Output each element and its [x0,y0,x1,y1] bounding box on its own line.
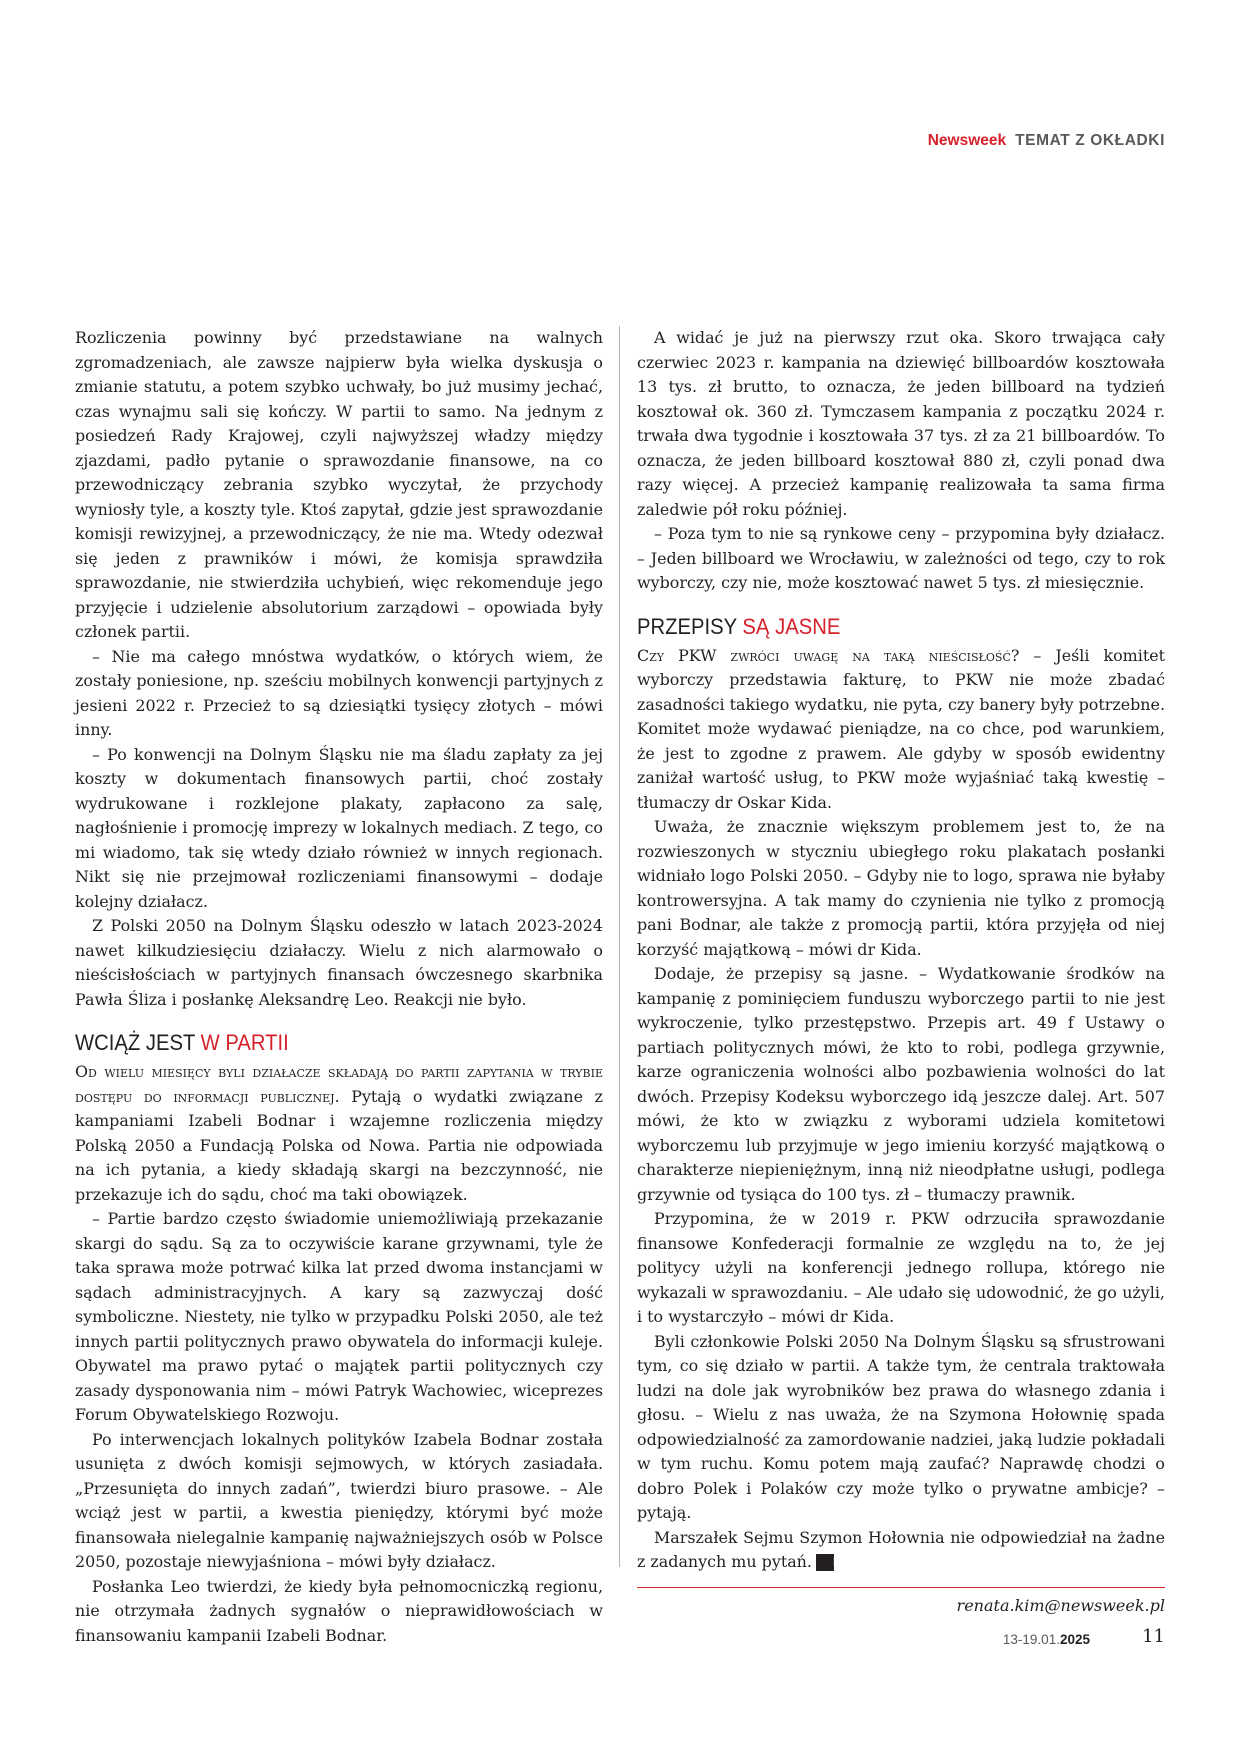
small-caps-lead: Czy PKW zwróci uwagę na taką nieścisłość? [637,645,1020,665]
paragraph: – Nie ma całego mnóstwa wydatków, o których wiem, że zostały poniesione, np. sześciu mobilnych konwencji partyjnych z jesieni 2022 r. Przecież to są dziesiątki tysięcy złotych – mówi inny. [75,646,603,739]
paragraph-text: Marszałek Sejmu Szymon Hołownia nie odpowiedział na żadne z zadanych mu pytań. [637,1527,1165,1571]
subheading-black: WCIĄŻ JEST [75,1030,196,1055]
paragraph: Byli członkowie Polski 2050 Na Dolnym Śląsku są sfrustrowani tym, co się działo w partii. A także tym, że centrala traktowała ludzi na dole jak wyrobników bez prawa do własnego zdania i głosu. – Wielu z nas uważa, że na Szymona Hołownię spada odpowiedzialność za zamordowanie nadziei, jaką ludzie pokładali w tym ruchu. Komu potem mają zaufać? Naprawdę chodzi o dobro Polek i Polaków czy może tylko o prywatne ambicje? – pytają. [637,1331,1165,1522]
paragraph: Dodaje, że przepisy są jasne. – Wydatkowanie środków na kampanię z pominięciem funduszu wyborczego partii to nie jest wykroczenie, tylko przestępstwo. Przepis art. 49 f Ustawy o partiach politycznych mówi, że kto to robi, podlega grzywnie, karze ograniczenia wolności albo pozbawienia wolności do lat dwóch. Przepisy Kodeksu wyborczego idą jeszcze dalej. Art. 507 mówi, że kto w związku z wyborami udziela komitetowi wyborczemu lub przyjmuje w jego imieniu korzyść majątkową o charakterze niepieniężnym, inną niż nieodpłatne usługi, podlega grzywnie od tysiąca do 100 tys. zł – tłumaczy prawnik. [637,964,1165,1204]
paragraph: Rozliczenia powinny być przedstawiane na walnych zgromadzeniach, ale zawsze najpierw była wielka dyskusja o zmianie statutu, a potem szybko uchwały, bo już musimy jechać, czas wynajmu sali się kończy. W partii to samo. Na jednym z posiedzeń Rady Krajowej, czyli najwyższej władzy między zjazdami, padło pytanie o sprawozdanie finansowe, na co przewodniczący zebrania szybko wyczytał, że przychody wyniosły tyle, a koszty tyle. Ktoś zapytał, gdzie jest sprawozdanie komisji rewizyjnej, a przewodniczący, że nie ma. Wtedy odezwał się jeden z prawników i mówi, że komisja sprawdziła sprawozdanie, nie stwierdziła uchybień, więc rekomenduje jego przyjęcie i udzielenie absolutorium zarządowi – opowiada były członek partii. [75,328,603,641]
paragraph: A widać je już na pierwszy rzut oka. Skoro trwająca cały czerwiec 2023 r. kampania na dziewięć billboardów kosztowała 13 tys. zł brutto, to oznacza, że jeden billboard na tydzień kosztował ok. 360 zł. Tymczasem kampania z początku 2024 r. trwała dwa tygodnie i kosztowała 37 tys. zł za 21 billboardów. To oznacza, że jeden billboard kosztował 880 zł, czyli ponad dwa razy więcej. A przecież kampanię realizowała ta sama firma zaledwie pół roku później. [637,328,1165,519]
subheading-red: SĄ JASNE [742,613,841,639]
paragraph: Uważa, że znacznie większym problemem jest to, że na rozwieszonych w styczniu ubiegłego roku plakatach posłanki widniało logo Polski 2050. – Gdyby nie to logo, sprawa nie byłaby kontrowersyjna. A tak mamy do czynienia nie tylko z promocją pani Bodnar, ale także z promocją partii, która przyjęła od niej korzyść majątkową – mówi dr Kida. [637,817,1165,959]
paragraph: Z Polski 2050 na Dolnym Śląsku odeszło w latach 2023-2024 nawet kilkudziesięciu działaczy. Wielu z nich alarmowało o nieścisłościach w partyjnych finansach ówczesnego skarbnika Pawła Śliza i posłankę Aleksandrę Leo. Reakcji nie było. [75,916,603,1009]
subheading [637,614,1112,640]
page-number: 11 [1142,1626,1165,1647]
section-label: TEMAT Z OKŁADKI [1015,132,1165,149]
right-column [637,326,1165,1618]
paragraph: – Po konwencji na Dolnym Śląsku nie ma śladu zapłaty za jej koszty w dokumentach finansowych partii, choć zostały wydrukowane i rozklejone plakaty, zapłacono za salę, nagłośnienie i promocję imprezy w lokalnych mediach. Z tego, co mi wiadomo, tak się wtedy działo również w innych regionach. Nikt się nie przejmował rozliczeniami finansowymi – dodaje kolejny działacz. [75,744,603,911]
paragraph: – Partie bardzo często świadomie uniemożliwiają przekazanie skargi do sądu. Są za to oczywiście karane grzywnami, tyle że taka sprawa może potrwać kilka lat przed dwoma instancjami w sądach administracyjnych. A kary są zazwyczaj dość symboliczne. Niestety, nie tylko w przypadku Polski 2050, ale też innych partii politycznych prawo obywatela do informacji kuleje. Obywatel ma prawo pytać o majątek partii politycznych czy zasady dysponowania nim – mówi Patryk Wachowiec, wiceprezes Forum Obywatelskiego Rozwoju. [75,1209,603,1424]
subheading-black: PRZEPISY [637,613,737,639]
paragraph: Przypomina, że w 2019 r. PKW odrzuciła sprawozdanie finansowe Konfederacji formalnie ze względu na to, że jej politycy użyli na konferencji jednego rollupa, którego nie wykazali w sprawozdaniu. – Ale udało się udowodnić, że go użyli, i to wystarczyło – mówi dr Kida. [637,1209,1165,1326]
left-column [75,326,603,1648]
paragraph: Posłanka Leo twierdzi, że kiedy była pełnomocniczką regionu, nie otrzymała żadnych sygnałów o nieprawidłowościach w finansowaniu kampanii Izabeli Bodnar. [75,1576,603,1645]
issue-date-range: 13-19.01. [1002,1632,1060,1647]
signature-rule [637,1587,1165,1588]
subheading-red: W PARTII [200,1030,289,1055]
issue-date [1003,1632,1090,1647]
paragraph-text: Pytają o wydatki związane z kampaniami Izabeli Bodnar i wzajemne rozliczenia między Polską 2050 a Fundacją Polska od Nowa. Partia nie odpowiada na ich pytania, a kiedy składają skargi na bezczynność, nie przekazuje ich do sądu, choć ma taki obowiązek. [75,1086,603,1204]
paragraph: Po interwencjach lokalnych polityków Izabela Bodnar została usunięta z dwóch komisji sejmowych, w których zasiadała. „Przesunięta do innych zadań”, twierdzi biuro prasowe. – Ale wciąż jest w partii, a kwestia pieniędzy, którymi być może finansowała nielegalnie kampanię najważniejszych osób w Polsce 2050, pozostaje niewyjaśniona – mówi były działacz. [75,1429,603,1571]
newsweek-brand: Newsweek [927,132,1007,149]
paragraph: – Poza tym to nie są rynkowe ceny – przypomina były działacz. – Jeden billboard we Wrocławiu, w zależności od tego, czy to rok wyborczy, czy nie, może kosztować nawet 5 tys. zł miesięcznie. [637,524,1165,592]
page-kicker [928,132,1165,150]
subheading [75,1030,550,1056]
author-email: renata.kim@newsweek.pl [956,1595,1165,1615]
paragraph [637,1526,1165,1575]
column-divider [619,326,620,1567]
small-caps-lead: Od wielu miesięcy byli działacze składają do partii zapytania w trybie dostępu do informacji publicznej. [75,1062,603,1106]
paragraph [75,1060,603,1207]
issue-year: 2025 [1059,1632,1090,1647]
paragraph-text: – Jeśli komitet wyborczy przedstawia fakturę, to PKW nie może zbadać zasadności takiego wydatku, nie pyta, czy banery były potrzebne. Komitet może wydawać pieniądze, na co chce, pod warunkiem, że jest to zgodne z prawem. Ale gdyby w sposób ewidentny zaniżał wartość usług, to PKW może wyjaśniać taką kwestię – tłumaczy dr Oskar Kida. [637,645,1166,812]
end-mark-icon: N [816,1554,834,1571]
paragraph [637,644,1165,816]
